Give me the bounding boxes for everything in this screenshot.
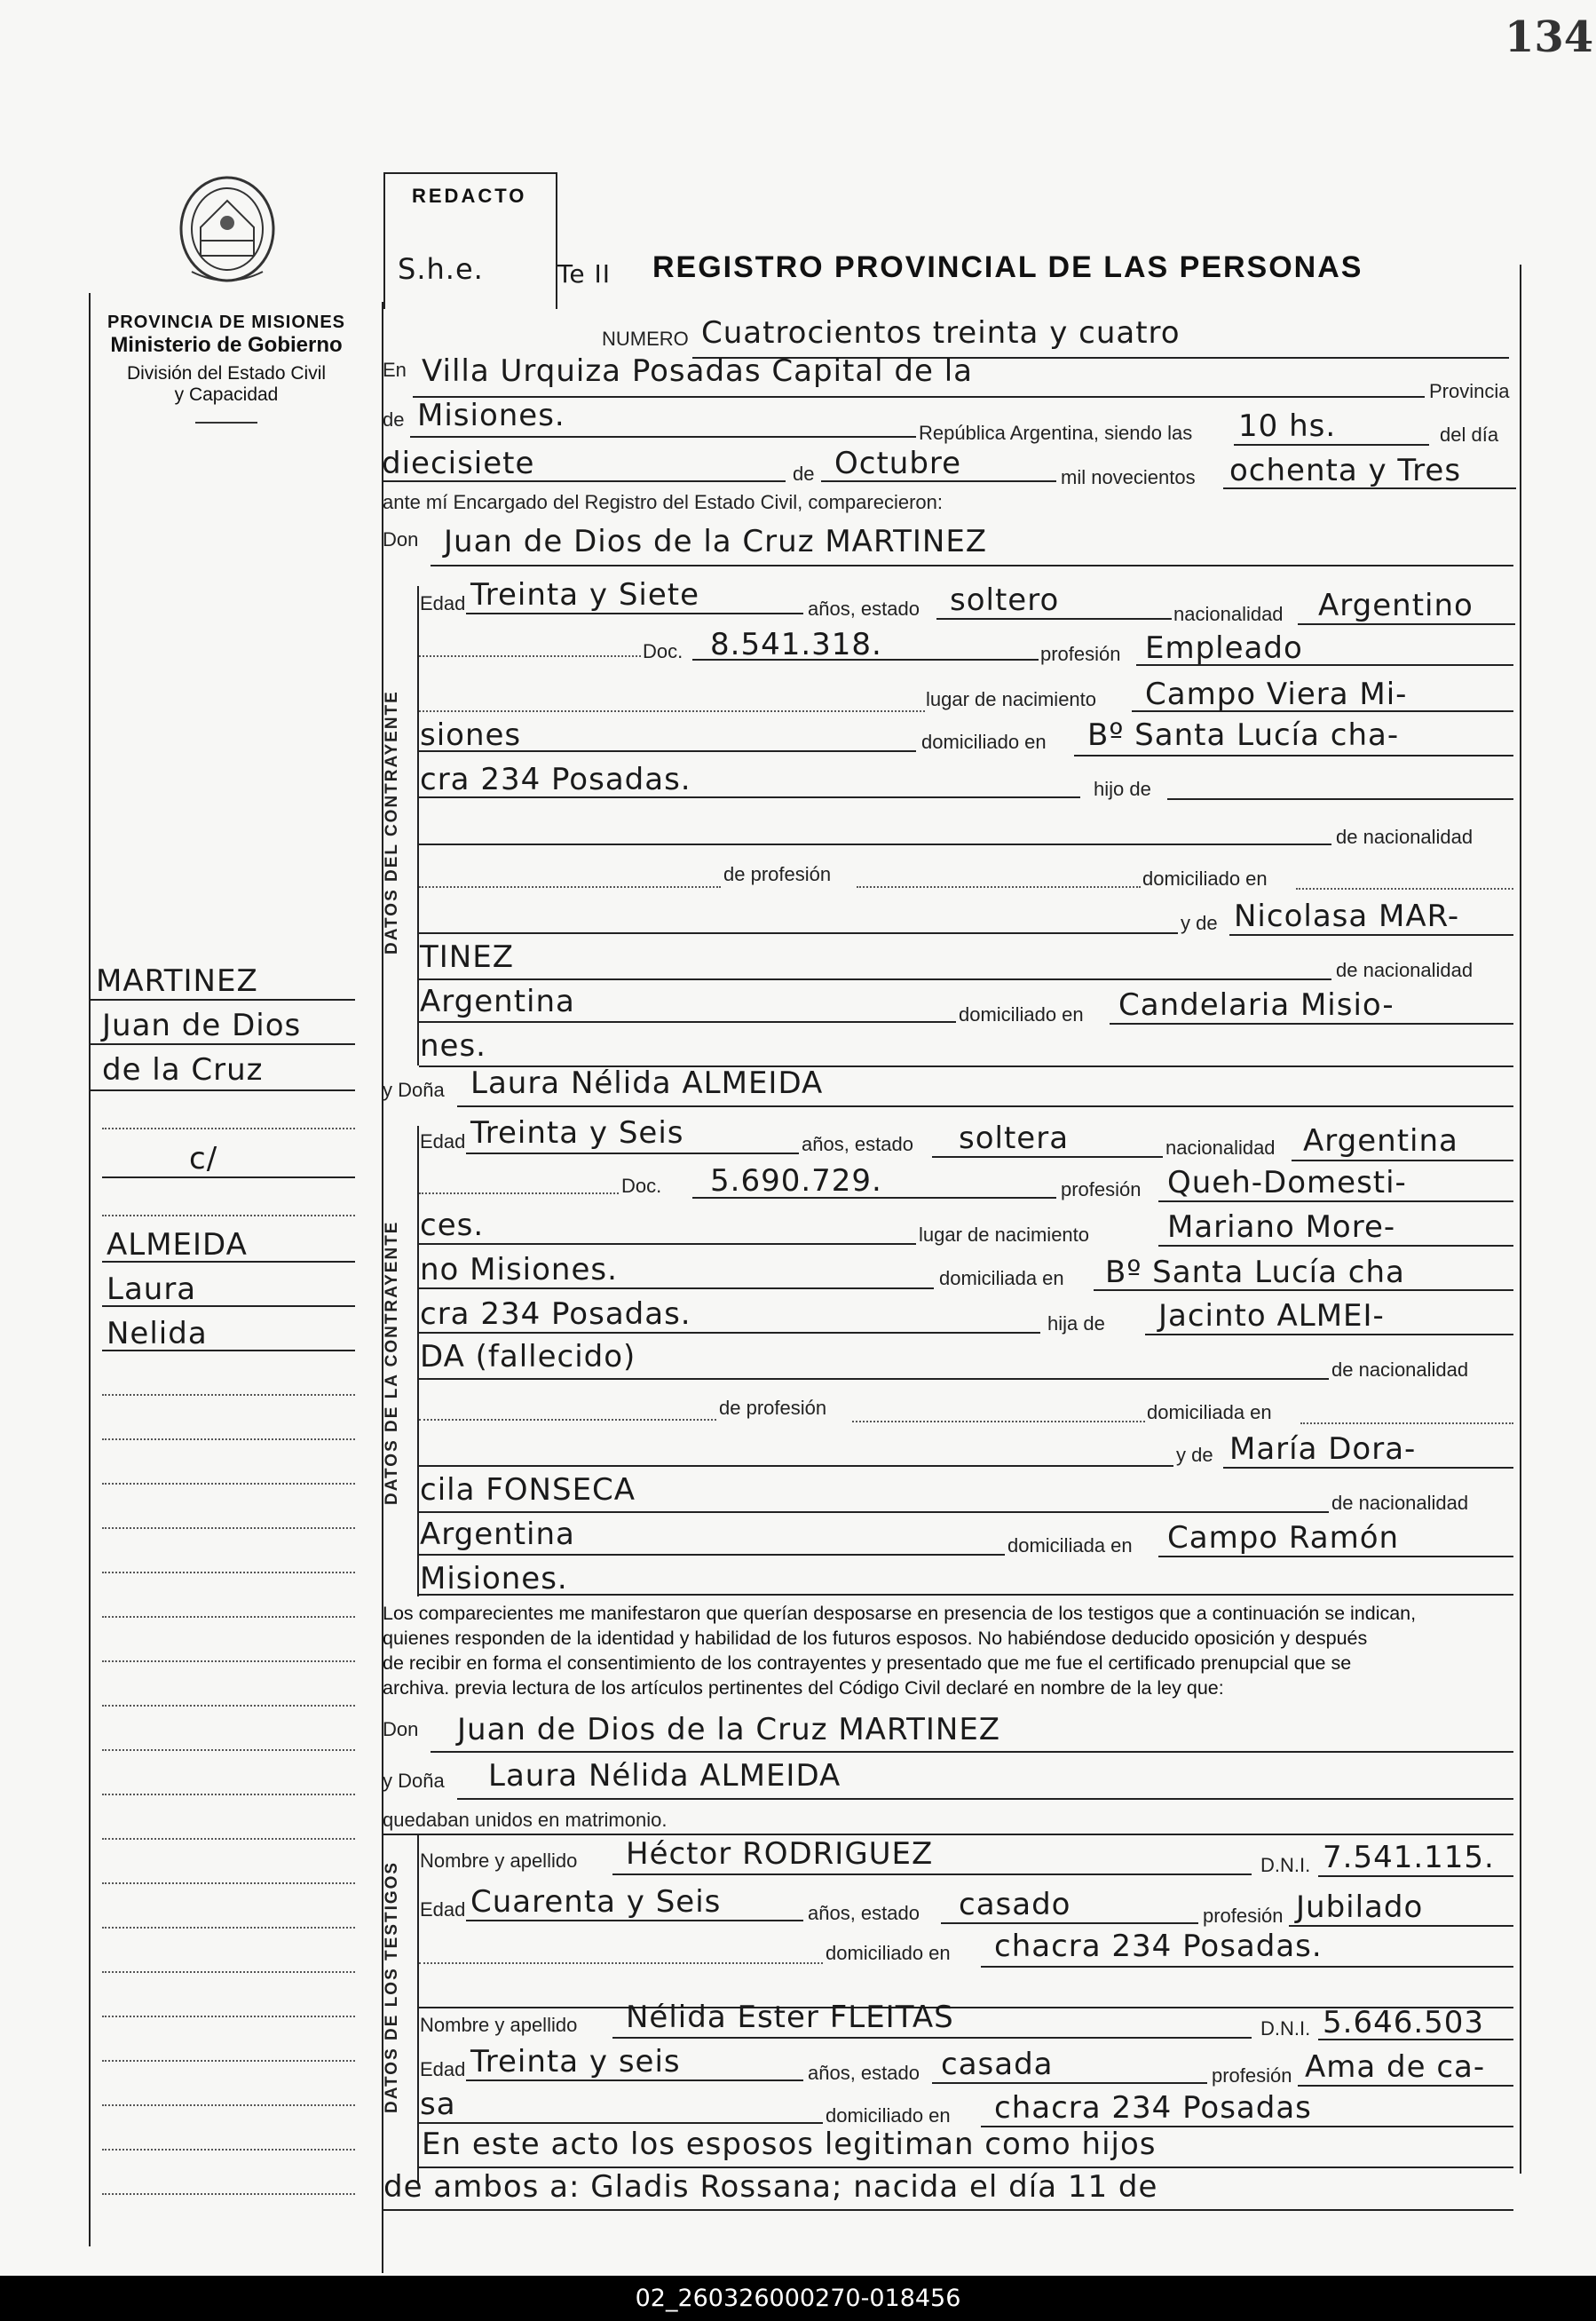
t2-edad-label: Edad xyxy=(420,2058,466,2080)
t2-anos-label: años, estado xyxy=(808,2062,920,2084)
folio-number: 134 xyxy=(1505,12,1594,62)
margin-dotted-line xyxy=(102,1794,355,1795)
note-line: de ambos a: Gladis Rossana; nacida el día 11 de xyxy=(383,2169,1158,2205)
union-dona-line xyxy=(457,1798,1513,1800)
provincial-seal-icon xyxy=(174,174,280,289)
margin-line xyxy=(102,1261,355,1263)
b-domicilio-value2: cra 234 Posadas. xyxy=(420,1296,691,1332)
domicilio-line xyxy=(1074,755,1513,757)
madre-value: Nicolasa MAR- xyxy=(1234,899,1460,934)
mil-label: mil novecientos xyxy=(1061,466,1196,488)
nacionalidad-label: nacionalidad xyxy=(1173,603,1284,625)
t1-edad-line xyxy=(466,1920,803,1921)
edad-label: Edad xyxy=(420,592,466,614)
margin-dotted-line xyxy=(102,1705,355,1707)
madre-dom-value2: nes. xyxy=(420,1028,486,1064)
t2-profesion-value2: sa xyxy=(420,2087,456,2122)
margin-dotted-line xyxy=(102,1838,355,1840)
t1-edad-label: Edad xyxy=(420,1898,466,1921)
ante-text: ante mí Encargado del Registro del Estado Civil, comparecieron: xyxy=(383,491,943,513)
b-padre2-line xyxy=(419,1378,1329,1380)
b-edad-value: Treinta y Seis xyxy=(470,1115,684,1151)
statement-line: Los comparecientes me manifestaron que querían desposarse en presencia de los testigos que a continuación se indican, xyxy=(383,1603,1417,1624)
union-don-value: Juan de Dios de la Cruz MARTINEZ xyxy=(457,1712,1001,1747)
office-capacity: y Capacidad xyxy=(174,384,279,405)
margin-bride-name2: Nelida xyxy=(107,1316,208,1351)
union-dona-label: y Doña xyxy=(383,1770,445,1792)
y-de-blank-line xyxy=(419,932,1178,934)
domicilio2-line xyxy=(419,796,1080,798)
dona-line xyxy=(457,1105,1513,1107)
margin-dotted-line xyxy=(102,1394,355,1396)
b-domicilio2-line xyxy=(419,1332,1040,1334)
b-edad-line xyxy=(466,1153,799,1154)
en-value: Villa Urquiza Posadas Capital de la xyxy=(422,353,974,389)
margin-dotted-line xyxy=(102,1572,355,1573)
margin-conjunction: c/ xyxy=(189,1141,218,1176)
t1-estado-line xyxy=(941,1922,1198,1924)
edad-line xyxy=(466,613,803,614)
de2-label: de xyxy=(793,463,815,485)
provincia-label: Provincia xyxy=(1429,380,1510,402)
republica-label: República Argentina, siendo las xyxy=(919,422,1193,444)
margin-dotted-line xyxy=(102,2016,355,2017)
don-label: Don xyxy=(383,528,419,551)
t1-dni-line xyxy=(1318,1875,1513,1877)
quedaban-line xyxy=(383,1834,1513,1835)
left-column-rule xyxy=(89,293,91,2246)
b-y-de-label: y de xyxy=(1176,1444,1213,1466)
doc-blank-line xyxy=(419,655,641,657)
madre-nacionalidad-label: de nacionalidad xyxy=(1336,959,1474,981)
numero-value: Cuatrocientos treinta y cuatro xyxy=(701,315,1181,351)
b-hija-label: hija de xyxy=(1047,1312,1105,1335)
domiciliado-label: domiciliado en xyxy=(921,731,1047,753)
document-id-bar: 02_260326000270-018456 xyxy=(0,2276,1596,2321)
hora-value: 10 hs. xyxy=(1238,408,1337,444)
tome-value: Te II xyxy=(557,259,611,289)
b-padre-line xyxy=(1145,1334,1513,1335)
margin-dotted-line xyxy=(102,1882,355,1884)
b-estado-line xyxy=(932,1156,1163,1158)
b-madre-value: María Dora- xyxy=(1229,1431,1417,1467)
b-domicilio-value: Bº Santa Lucía cha xyxy=(1105,1255,1405,1290)
padre-prof-line xyxy=(857,886,1141,888)
doc-label: Doc. xyxy=(643,640,683,662)
anio-line xyxy=(1223,487,1516,489)
madre2-line xyxy=(419,978,1331,980)
t1-dom-line xyxy=(981,1966,1513,1968)
margin-groom-names2: de la Cruz xyxy=(102,1052,264,1088)
t2-dni-label: D.N.I. xyxy=(1260,2017,1311,2040)
dia-value: diecisiete xyxy=(382,446,535,481)
margin-dotted-line xyxy=(102,1971,355,1973)
margin-dotted-line xyxy=(102,2193,355,2195)
margin-dotted-line xyxy=(102,2149,355,2151)
t2-dni-line xyxy=(1318,2039,1513,2040)
b-profesion2-line xyxy=(419,1243,916,1245)
margin-line xyxy=(102,1350,355,1351)
t2-profesion-label: profesión xyxy=(1212,2064,1292,2087)
contrayente-section-label: DATOS DEL CONTRAYENTE xyxy=(383,690,401,955)
doc-value: 8.541.318. xyxy=(710,627,882,662)
t1-edad-value: Cuarenta y Seis xyxy=(470,1884,722,1920)
b-doc-blank-line xyxy=(419,1192,619,1194)
b-madre-dom2-line xyxy=(419,1594,1513,1596)
anos-label: años, estado xyxy=(808,598,920,620)
b-madre-dom-line xyxy=(1158,1556,1513,1557)
padre-nac-line xyxy=(419,886,721,888)
t2-dom-label: domiciliado en xyxy=(826,2104,951,2127)
redacto-box xyxy=(383,172,557,309)
madre-value2: TINEZ xyxy=(420,939,515,975)
office-ministry: Ministerio de Gobierno xyxy=(110,333,343,357)
de-label: de xyxy=(383,408,405,431)
madre-nac-line xyxy=(419,1021,956,1023)
lugar-line xyxy=(1132,710,1513,712)
b-lugar-label: lugar de nacimiento xyxy=(919,1224,1090,1246)
anio-value: ochenta y Tres xyxy=(1229,453,1462,488)
t2-nombre-line xyxy=(612,2037,1252,2039)
b-profesion-value2: ces. xyxy=(420,1208,485,1243)
profesion-value: Empleado xyxy=(1145,630,1303,666)
b-madre-dom-value2: Misiones. xyxy=(420,1561,568,1596)
b-madre-nac-value: Argentina xyxy=(420,1517,575,1552)
b-madre-dom-value: Campo Ramón xyxy=(1167,1520,1400,1556)
b-profesion-value: Queh-Domesti- xyxy=(1167,1165,1407,1200)
b-padre-value2: DA (fallecido) xyxy=(420,1339,636,1374)
b-madre-nac-line xyxy=(419,1554,1005,1556)
margin-line xyxy=(102,1305,355,1307)
b-de-profesion-label: de profesión xyxy=(719,1397,827,1419)
t2-nombre-value: Nélida Ester FLEITAS xyxy=(626,2000,954,2035)
t2-nombre-label: Nombre y apellido xyxy=(420,2014,578,2036)
b-doc-value: 5.690.729. xyxy=(710,1163,882,1199)
t2-profesion-line xyxy=(1298,2085,1513,2087)
b-nacionalidad-value: Argentina xyxy=(1303,1123,1458,1159)
margin-dotted-line xyxy=(102,1128,355,1129)
b-padre-nac-line xyxy=(419,1419,716,1421)
domicilio-value2: cra 234 Posadas. xyxy=(420,762,691,797)
margin-groom-names: Juan de Dios xyxy=(102,1008,302,1043)
numero-label: NUMERO xyxy=(602,328,689,350)
b-edad-label: Edad xyxy=(420,1130,466,1153)
lugar-value: Campo Viera Mi- xyxy=(1145,677,1408,712)
t2-edad-line xyxy=(466,2079,803,2081)
t1-dom-value: chacra 234 Posadas. xyxy=(994,1929,1323,1964)
union-don-label: Don xyxy=(383,1718,419,1740)
madre-dom-line xyxy=(1110,1023,1513,1025)
b-lugar-value2: no Misiones. xyxy=(420,1252,618,1287)
union-don-line xyxy=(431,1751,1513,1753)
t1-profesion-label: profesión xyxy=(1203,1905,1284,1927)
t1-profesion-line xyxy=(1289,1925,1513,1927)
margin-line xyxy=(102,1176,355,1178)
quedaban-text: quedaban unidos en matrimonio. xyxy=(383,1809,668,1831)
margin-line xyxy=(89,1043,355,1045)
b-padre-value: Jacinto ALMEI- xyxy=(1158,1298,1385,1334)
b-profesion-line xyxy=(1158,1200,1513,1202)
doc-line xyxy=(692,659,1039,661)
margin-dotted-line xyxy=(102,1215,355,1216)
y-de-label: y de xyxy=(1181,912,1218,934)
domicilio-value: Bº Santa Lucía cha- xyxy=(1087,717,1400,753)
margin-line xyxy=(89,999,355,1001)
b-domicilio-line xyxy=(1094,1289,1513,1291)
hora-line xyxy=(1234,444,1429,446)
b-domiciliada-en-label: domiciliada en xyxy=(1147,1401,1272,1423)
t1-nombre-value: Héctor RODRIGUEZ xyxy=(626,1836,934,1872)
b-padre-prof-line xyxy=(852,1421,1145,1422)
b-profesion-label: profesión xyxy=(1061,1178,1142,1200)
t1-profesion-value: Jubilado xyxy=(1296,1889,1424,1925)
b-domiciliada-label: domiciliada en xyxy=(939,1267,1064,1289)
office-division: División del Estado Civil xyxy=(126,363,327,384)
margin-dotted-line xyxy=(102,1483,355,1485)
b-nacionalidad-label: nacionalidad xyxy=(1165,1137,1276,1159)
b-doc-label: Doc. xyxy=(621,1175,662,1197)
union-dona-value: Laura Nélida ALMEIDA xyxy=(488,1758,841,1794)
padre-dom-line xyxy=(1296,888,1513,890)
t1-nombre-label: Nombre y apellido xyxy=(420,1850,578,1872)
margin-dotted-line xyxy=(102,1616,355,1618)
t1-dom-blank-line xyxy=(419,1962,823,1964)
redacto-label: REDACTO xyxy=(412,185,527,207)
b-anos-label: años, estado xyxy=(802,1133,913,1155)
dona-value: Laura Nélida ALMEIDA xyxy=(470,1065,824,1101)
nacionalidad-value: Argentino xyxy=(1318,588,1474,623)
t2-dni-value: 5.646.503 xyxy=(1323,2005,1485,2040)
b-lugar2-line xyxy=(419,1287,934,1289)
madre-nac-value: Argentina xyxy=(420,984,575,1019)
t1-dni-value: 7.541.115. xyxy=(1323,1840,1495,1875)
b-de-nacionalidad-label: de nacionalidad xyxy=(1331,1359,1469,1381)
madre-dom-value: Candelaria Misio- xyxy=(1118,987,1395,1023)
b-madre-dom-label: domiciliada en xyxy=(1007,1534,1133,1557)
en-label: En xyxy=(383,359,407,381)
contrayenta-section-label: DATOS DE LA CONTRAYENTE xyxy=(383,1220,401,1505)
don-value: Juan de Dios de la Cruz MARTINEZ xyxy=(444,524,988,559)
office-province: PROVINCIA DE MISIONES xyxy=(107,313,346,332)
statement-line: de recibir en forma el consentimiento de los contrayentes y presentado que me fue el certificado prenupcial que se xyxy=(383,1652,1352,1674)
registry-title: REGISTRO PROVINCIAL DE LAS PERSONAS xyxy=(652,250,1363,284)
margin-dotted-line xyxy=(102,2060,355,2062)
de-line xyxy=(410,436,916,438)
margin-line xyxy=(89,1089,355,1091)
profesion-line xyxy=(1136,664,1513,666)
margin-bride-surname: ALMEIDA xyxy=(107,1227,248,1263)
lugar2-line xyxy=(419,750,916,752)
edad-value: Treinta y Siete xyxy=(470,577,700,613)
profesion-label: profesión xyxy=(1040,643,1121,665)
padre-line xyxy=(419,844,1331,845)
de-value: Misiones. xyxy=(417,398,565,433)
b-estado-value: soltera xyxy=(959,1121,1070,1156)
contrayente-rule xyxy=(417,586,419,1065)
t2-profesion2-line xyxy=(419,2122,823,2124)
estado-line xyxy=(936,618,1172,620)
margin-dotted-line xyxy=(102,1438,355,1440)
t1-nombre-line xyxy=(612,1873,1252,1875)
margin-dotted-line xyxy=(102,1527,355,1529)
b-madre-line xyxy=(1223,1467,1513,1469)
t2-dom-value: chacra 234 Posadas xyxy=(994,2090,1312,2126)
margin-groom-surname: MARTINEZ xyxy=(96,963,258,999)
note-line: En este acto los esposos legitiman como hijos xyxy=(422,2127,1157,2162)
t2-edad-value: Treinta y seis xyxy=(470,2044,681,2079)
margin-dotted-line xyxy=(102,1749,355,1751)
hijo-label: hijo de xyxy=(1094,778,1151,800)
b-madre2-line xyxy=(419,1511,1329,1513)
office-divider xyxy=(195,422,257,424)
t1-dom-label: domiciliado en xyxy=(826,1942,951,1964)
madre-line xyxy=(1229,934,1513,936)
t1-dni-label: D.N.I. xyxy=(1260,1854,1311,1876)
b-y-de-blank-line xyxy=(419,1465,1173,1467)
t1-anos-label: años, estado xyxy=(808,1902,920,1924)
hijo-line xyxy=(1167,798,1513,800)
margin-dotted-line xyxy=(102,1660,355,1662)
t2-profesion-value: Ama de ca- xyxy=(1305,2049,1486,2085)
dia-line xyxy=(382,480,786,482)
t2-estado-value: casada xyxy=(941,2047,1054,2082)
lugar-label: lugar de nacimiento xyxy=(926,688,1097,710)
form-right-rule xyxy=(1520,265,1521,2174)
b-lugar-line xyxy=(1158,1245,1513,1247)
redacto-value: S.h.e. xyxy=(398,252,484,286)
de-profesion-label: de profesión xyxy=(723,863,832,885)
b-doc-line xyxy=(692,1197,1056,1199)
mes-value: Octubre xyxy=(834,446,962,481)
del-dia-label: del día xyxy=(1440,424,1499,446)
mes-line xyxy=(821,480,1056,482)
note-line2-rule xyxy=(383,2209,1513,2211)
statement-paragraph xyxy=(383,1601,1519,1700)
don-line xyxy=(431,565,1513,566)
t1-estado-value: casado xyxy=(959,1887,1071,1922)
statement-line: archiva. previa lectura de los artículos pertinentes del Código Civil declaré en nombre de la ley que: xyxy=(383,1677,1224,1699)
de-nacionalidad-label: de nacionalidad xyxy=(1336,826,1474,848)
b-madre-nacionalidad-label: de nacionalidad xyxy=(1331,1492,1469,1514)
b-nacionalidad-line xyxy=(1292,1160,1513,1161)
lugar-blank-line xyxy=(419,710,925,712)
domiciliado-en-label: domiciliado en xyxy=(1142,867,1268,890)
madre-dom-label: domiciliado en xyxy=(959,1003,1084,1026)
testigos-section-label: DATOS DE LOS TESTIGOS xyxy=(383,1860,401,2113)
office-block xyxy=(89,313,364,424)
b-madre-value2: cila FONSECA xyxy=(420,1472,636,1508)
margin-dotted-line xyxy=(102,1927,355,1929)
t2-estado-line xyxy=(932,2082,1207,2084)
testigos-rule xyxy=(417,1834,419,2184)
lugar-value2: siones xyxy=(420,717,522,753)
statement-line: quienes responden de la identidad y habilidad de los futuros esposos. No habiéndose deducido oposición y después xyxy=(383,1628,1368,1649)
margin-dotted-line xyxy=(102,2104,355,2106)
margin-bride-name1: Laura xyxy=(107,1271,197,1307)
contrayenta-rule xyxy=(417,1126,419,1596)
dona-label: y Doña xyxy=(383,1079,445,1101)
b-padre-dom-line xyxy=(1300,1422,1513,1424)
nacionalidad-line xyxy=(1298,623,1515,625)
estado-value: soltero xyxy=(950,582,1060,618)
note-line1-rule xyxy=(419,2167,1513,2168)
b-lugar-value: Mariano More- xyxy=(1167,1209,1396,1245)
